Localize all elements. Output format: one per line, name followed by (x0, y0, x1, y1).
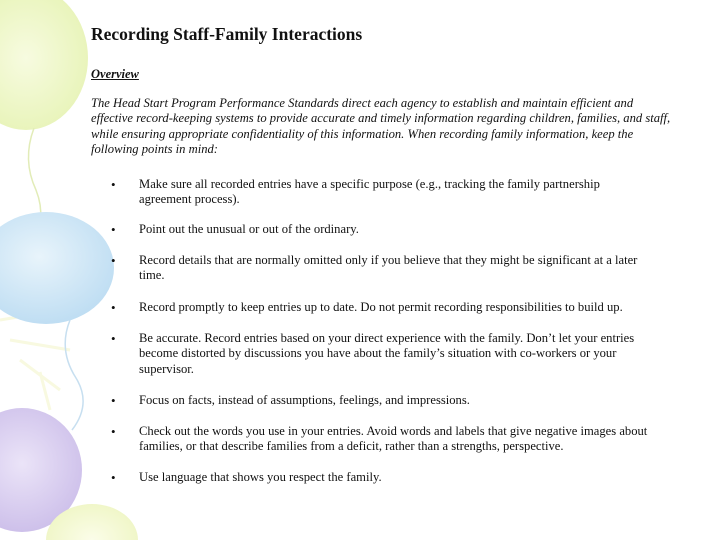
bullet-icon: • (111, 424, 116, 439)
intro-paragraph: The Head Start Program Performance Standards direct each agency to establish and maintain efficient and effective record-keeping systems to provide accurate and timely information regarding children, families, and staff, while ensuring appropriate confidentiality of this information. When recording family information, keep the following points in mind: (91, 96, 671, 156)
bullet-icon: • (111, 177, 116, 192)
bullet-icon: • (111, 300, 116, 315)
bullet-icon: • (111, 331, 116, 346)
list-item-text: Make sure all recorded entries have a specific purpose (e.g., tracking the family partnership agreement process). (139, 177, 600, 207)
page-title: Recording Staff-Family Interactions (91, 24, 363, 44)
blue-balloon-string (65, 320, 83, 430)
bullet-icon: • (111, 393, 116, 408)
bullet-icon: • (111, 253, 116, 268)
list-item-text: Focus on facts, instead of assumptions, feelings, and impressions. (139, 393, 470, 407)
list-item-text: Check out the words you use in your entries. Avoid words and labels that give negative images about families, or that describe families from a deficit, rather than a strengths, perspective. (139, 424, 648, 454)
list-item-text: Point out the unusual or out of the ordinary. (139, 222, 359, 236)
list-item-text: Use language that shows you respect the family. (139, 470, 382, 484)
bullet-icon: • (111, 222, 116, 237)
overview-heading: Overview (91, 67, 139, 81)
bullet-icon: • (111, 470, 116, 485)
list-item-text: Record details that are normally omitted only if you believe that they might be significant at a later time. (139, 253, 638, 283)
list-item-text: Be accurate. Record entries based on your direct experience with the family. Don’t let your entries become distorted by discussions you have about the family’s situation with co-workers or your supervisor. (139, 331, 635, 376)
yellow-balloon (0, 0, 88, 130)
list-item-text: Record promptly to keep entries up to date. Do not permit recording responsibilities to build up. (139, 300, 623, 314)
blue-balloon (0, 212, 114, 324)
